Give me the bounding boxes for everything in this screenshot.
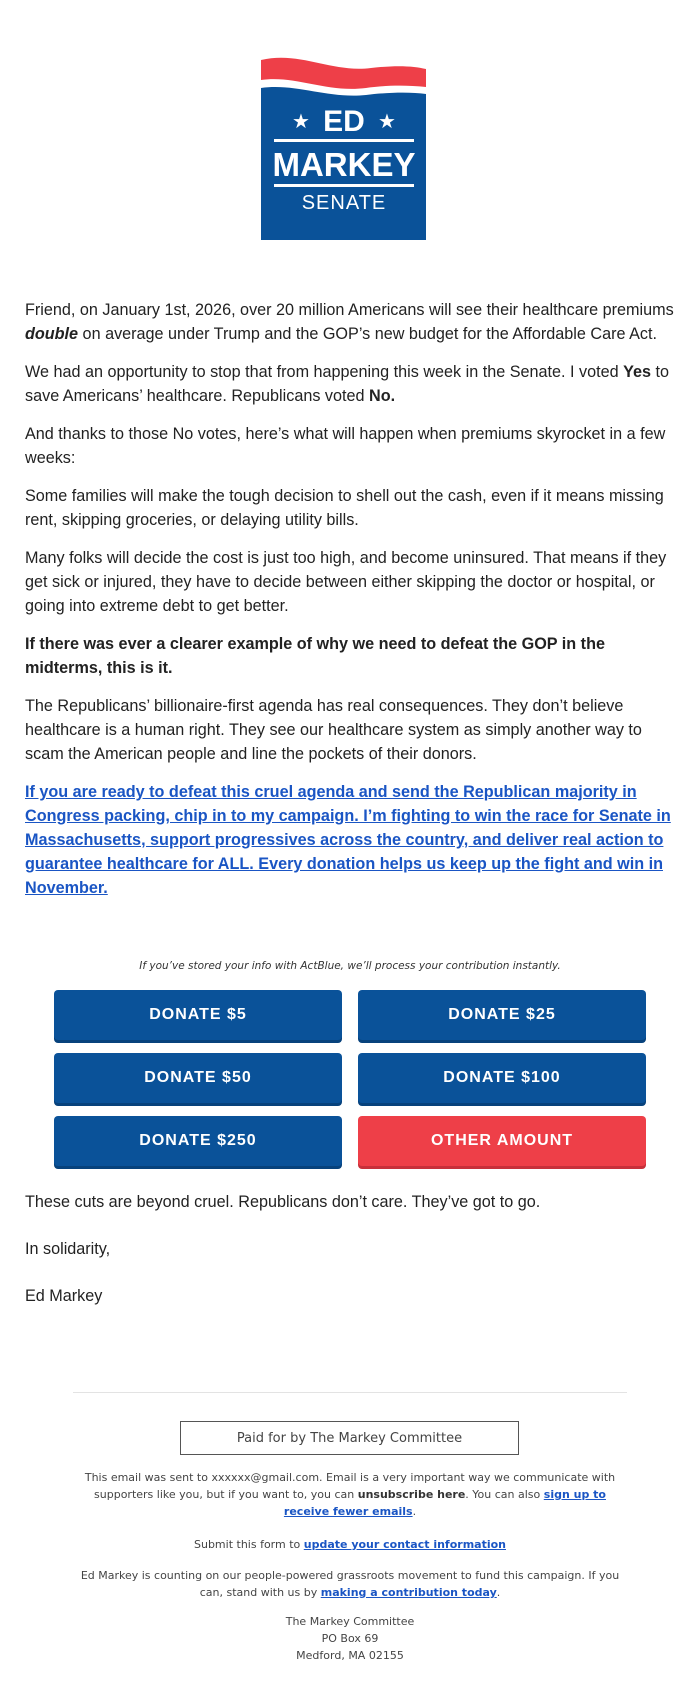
- p1-emphasis: double: [25, 325, 79, 343]
- p2-no: No.: [369, 387, 396, 405]
- logo-red-stripe: [261, 58, 426, 89]
- address-line-1: The Markey Committee: [285, 1615, 415, 1628]
- closing-line: These cuts are beyond cruel. Republicans don’t care. They’ve got to go.: [25, 1193, 541, 1211]
- address-line-3: Medford, MA 02155: [296, 1649, 404, 1662]
- footer-contribution-line: [70, 1567, 630, 1601]
- donate-cta-link[interactable]: If you are ready to defeat this cruel agenda and send the Republican majority in Congress packing, chip in to my campaign. I’m fighting to win the race for Senate in Massachusetts, support progressives across the country, and deliver real action to guarantee healthcare for ALL. Every donation helps us keep up the fight and win in November.: [25, 783, 671, 897]
- contribution-link[interactable]: making a contribution today: [320, 1586, 497, 1599]
- paragraph-no-votes: And thanks to those No votes, here’s what will happen when premiums skyrocket in a few weeks:: [25, 425, 666, 467]
- logo-name-line2: MARKEY: [272, 146, 416, 183]
- donate-5-button[interactable]: DONATE $5: [54, 990, 342, 1040]
- logo-star-right: ★: [378, 109, 396, 133]
- sign-off: In solidarity,: [25, 1240, 111, 1258]
- footer-sent-d: .: [412, 1505, 417, 1518]
- footer-sent-a: This email was sent to: [84, 1471, 212, 1484]
- address-line-2: PO Box 69: [321, 1632, 379, 1645]
- donate-100-button[interactable]: DONATE $100: [358, 1053, 646, 1103]
- logo-rule-bottom: [274, 184, 414, 187]
- logo-name-line1: ED: [323, 105, 365, 138]
- footer-divider: [73, 1392, 627, 1393]
- mailing-address: [70, 1613, 630, 1664]
- fewer-emails-link[interactable]: sign up to receive fewer emails: [283, 1488, 606, 1518]
- markey-logo: [256, 55, 431, 240]
- footer-submit-a: Submit this form to: [193, 1538, 304, 1551]
- donate-25-button[interactable]: DONATE $25: [358, 990, 646, 1040]
- p2-text-b: to save Americans’ healthcare. Republicans voted: [25, 363, 670, 405]
- p2-yes: Yes: [623, 363, 652, 381]
- recipient-email: xxxxxx@gmail.com: [211, 1471, 320, 1484]
- actblue-note: If you’ve stored your info with ActBlue, we’ll process your contribution instantly.: [139, 960, 561, 972]
- logo-office: SENATE: [301, 192, 387, 214]
- footer-update-line: [70, 1536, 630, 1553]
- paragraph-premiums: [25, 298, 675, 346]
- p1-text-a: Friend, on January 1st, 2026, over 20 million Americans will see their healthcare premiums: [25, 301, 674, 319]
- signature: Ed Markey: [25, 1287, 103, 1305]
- logo-rule-top: [274, 139, 414, 142]
- footer-counting-a: Ed Markey is counting on our people-powered grassroots movement to fund this campaign. If you can, stand with us by: [80, 1569, 620, 1599]
- email-body: [25, 298, 675, 914]
- footer-sent-b: . Email is a very important way we communicate with supporters like you, but if you want to, you can: [94, 1471, 616, 1501]
- paragraph-uninsured: Many folks will decide the cost is just too high, and become uninsured. That means if they get sick or injured, they have to decide between either skipping the doctor or hospital, or going into extreme debt to get better.: [25, 549, 667, 615]
- footer-counting-b: .: [496, 1586, 501, 1599]
- donate-250-button[interactable]: DONATE $250: [54, 1116, 342, 1166]
- paragraph-defeat-gop: If there was ever a clearer example of why we need to defeat the GOP in the midterms, this is it.: [25, 635, 605, 677]
- paragraph-families: Some families will make the tough decision to shell out the cash, even if it means missing rent, skipping groceries, or delaying utility bills.: [25, 487, 664, 529]
- p2-text-a: We had an opportunity to stop that from happening this week in the Senate. I voted: [25, 363, 624, 381]
- flag-logo-graphic: [256, 55, 431, 240]
- footer-email-notice: [70, 1469, 630, 1520]
- logo-star-left: ★: [292, 109, 310, 133]
- paragraph-vote: [25, 360, 675, 408]
- update-contact-link[interactable]: update your contact information: [303, 1538, 506, 1551]
- paragraph-consequences: The Republicans’ billionaire-first agenda has real consequences. They don’t believe healthcare is a human right. They see our healthcare system as simply another way to scam the American people and line the pockets of their donors.: [25, 697, 642, 763]
- unsubscribe-link[interactable]: unsubscribe here: [357, 1488, 466, 1501]
- donate-50-button[interactable]: DONATE $50: [54, 1053, 342, 1103]
- p1-text-b: on average under Trump and the GOP’s new budget for the Affordable Care Act.: [78, 325, 657, 343]
- paid-for-box: Paid for by The Markey Committee: [180, 1421, 519, 1455]
- other-amount-button[interactable]: OTHER AMOUNT: [358, 1116, 646, 1166]
- footer-sent-c: . You can also: [465, 1488, 544, 1501]
